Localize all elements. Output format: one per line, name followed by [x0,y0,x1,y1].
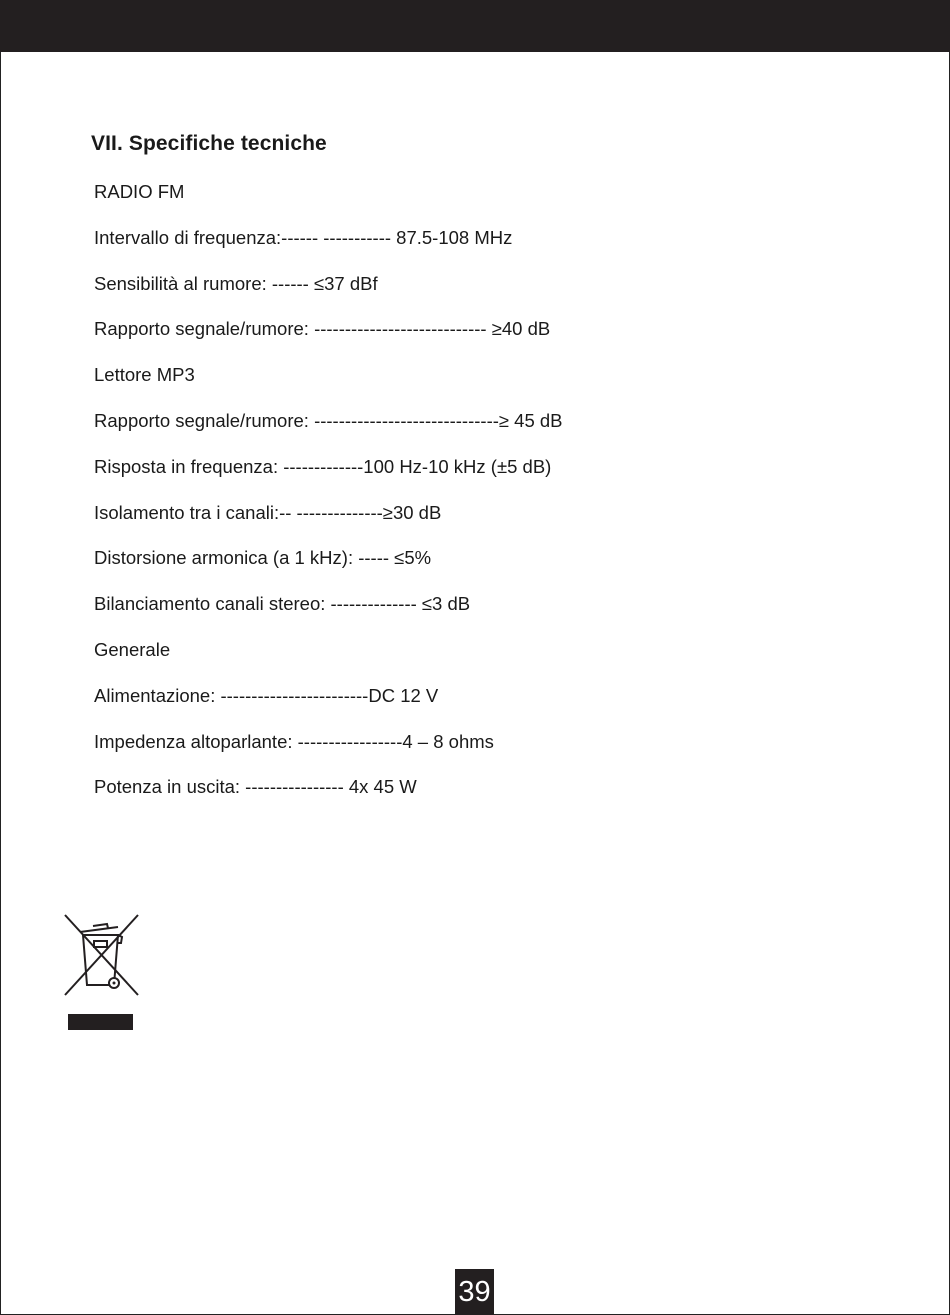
spec-heading-radio-fm: RADIO FM [94,181,185,202]
spec-speaker-impedance: Impedenza altoparlante: -----------------4 – 8 ohms [94,730,494,752]
section-title: VII. Specifiche tecniche [91,132,327,155]
spec-harmonic-distortion: Distorsione armonica (a 1 kHz): ----- ≤5% [94,547,432,569]
spec-frequency-range: Intervallo di frequenza:------ ----------- 87.5-108 MHz [94,226,513,248]
spec-frequency-response: Risposta in frequenza: -------------100 Hz-10 kHz (±5 dB) [94,455,552,477]
spec-heading-mp3-player: Lettore MP3 [94,364,195,386]
spec-mp3-signal-noise-ratio: Rapporto segnale/rumore: ------------------------------≥ 45 dB [94,409,563,431]
spec-noise-sensitivity: Sensibilità al rumore: ------ ≤37 dBf [94,272,378,294]
spec-list [94,180,563,821]
spec-channel-separation: Isolamento tra i canali:-- --------------≥30 dB [94,501,442,523]
header-bar [0,0,950,52]
spec-heading-general: Generale [94,638,171,660]
spec-stereo-balance: Bilanciamento canali stereo: -------------- ≤3 dB [94,593,471,615]
spec-power-supply: Alimentazione: ------------------------DC 12 V [94,684,439,706]
spec-fm-signal-noise-ratio: Rapporto segnale/rumore: ---------------------------- ≥40 dB [94,318,551,340]
page-number: 39 [455,1269,494,1315]
crossed-out-wheelie-bin-icon [63,913,140,1031]
spec-output-power: Potenza in uscita: ---------------- 4x 45 W [94,776,417,798]
